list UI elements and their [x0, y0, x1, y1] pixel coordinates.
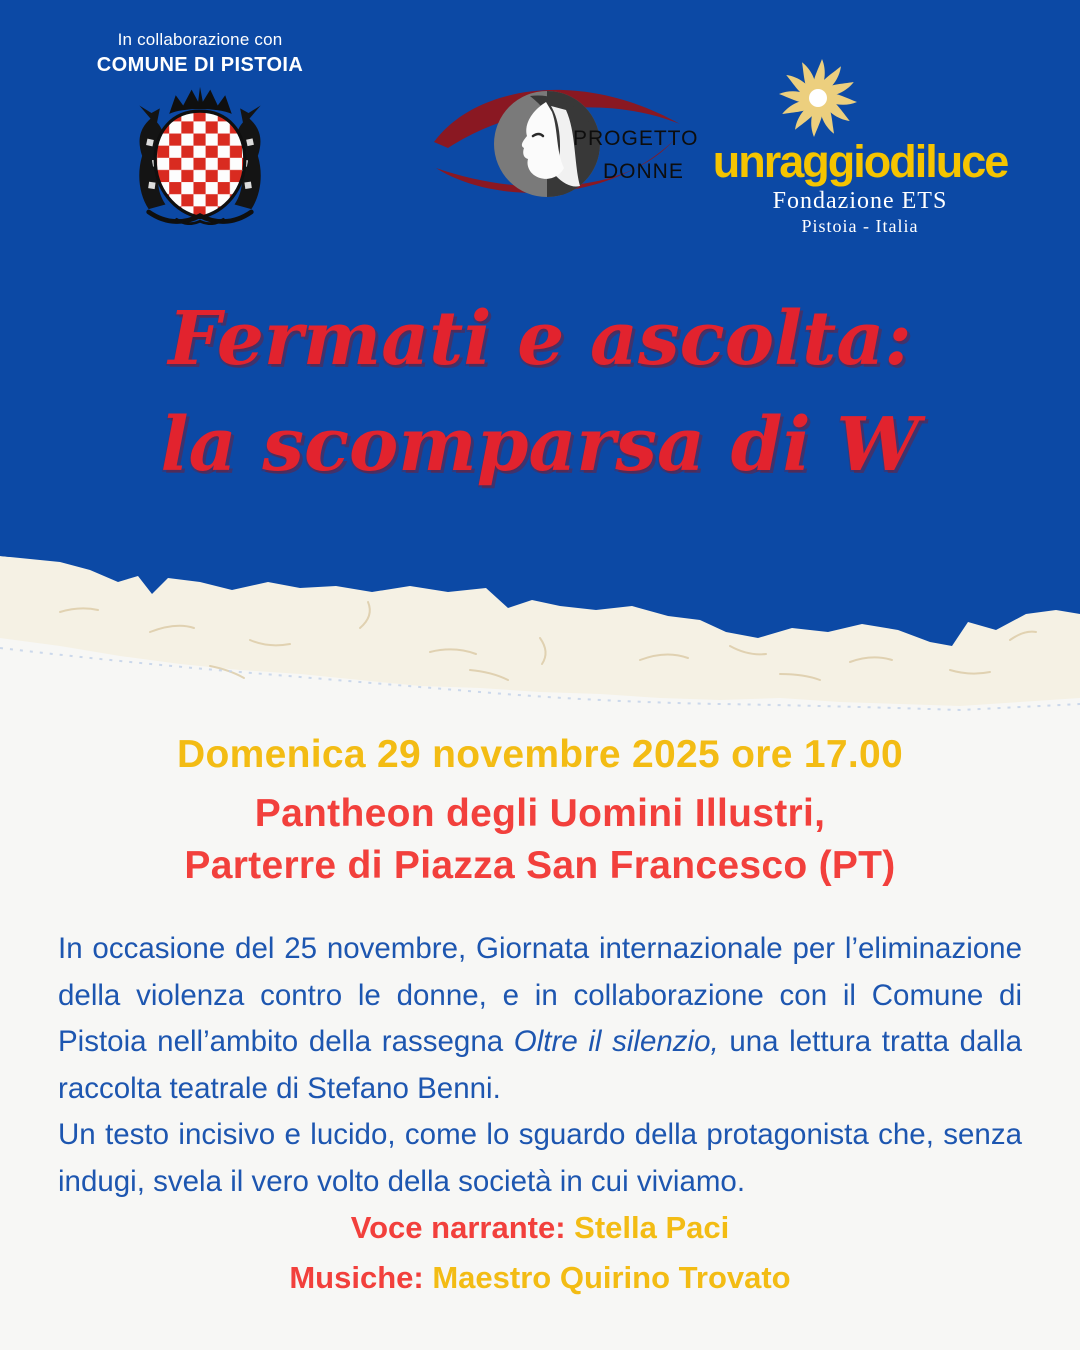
sunburst-icon — [774, 56, 862, 140]
comune-di-pistoia-label: COMUNE DI PISTOIA — [96, 54, 304, 76]
event-description — [58, 926, 1022, 1206]
pistoia-italia-label: Pistoia - Italia — [801, 216, 919, 236]
credit-voice — [0, 1203, 1080, 1253]
description-p1-pre: In occasione del 25 novembre, Giornata internazionale per l’eliminazione della violenza contro le donne, e in collaborazione con il Comune di Pistoia nell’ambito della rassegna — [58, 932, 1022, 1059]
progetto-donne-logo — [430, 72, 699, 212]
torn-paper-edge — [0, 520, 1080, 730]
credit-voice-role: Voce narrante: — [350, 1210, 566, 1245]
credit-music-name: Maestro Quirino Trovato — [432, 1260, 791, 1295]
event-title — [0, 286, 1080, 498]
unraggiodiluce-logo — [690, 56, 1030, 237]
description-p1-post: una lettura tratta dalla raccolta teatrale di Stefano Benni. — [58, 1025, 1022, 1105]
event-venue-line1: Pantheon degli Uomini Illustri, — [254, 792, 826, 835]
description-paragraph-2: Un testo incisivo e lucido, come lo sguardo della protagonista che, senza indugi, svela il vero volto della società in cui viviamo. — [58, 1118, 1022, 1199]
collaboration-block — [60, 30, 340, 225]
fondazione-ets-label: Fondazione ETS — [772, 188, 948, 214]
comune-di-pistoia-crest-icon — [115, 85, 285, 225]
description-p1-italic: Oltre il silenzio, — [513, 1025, 719, 1059]
credits-block — [0, 1203, 1080, 1303]
event-datetime: Domenica 29 novembre 2025 ore 17.00 — [177, 733, 903, 776]
event-title-line1: Fermati e ascolta: — [168, 296, 912, 382]
donne-label: DONNE — [603, 160, 684, 183]
event-venue-line2: Parterre di Piazza San Francesco (PT) — [184, 844, 896, 887]
credit-music-role: Musiche: — [289, 1260, 424, 1295]
event-venue — [0, 788, 1080, 892]
progetto-label: PROGETTO — [573, 127, 699, 150]
description-paragraph-1 — [58, 926, 1022, 1112]
event-title-line2: la scomparsa di W — [160, 402, 920, 488]
credit-voice-name: Stella Paci — [574, 1210, 730, 1245]
unraggiodiluce-wordmark: unraggiodiluce — [712, 136, 1008, 187]
collaboration-label: In collaborazione con — [117, 30, 283, 49]
credit-music — [0, 1253, 1080, 1303]
